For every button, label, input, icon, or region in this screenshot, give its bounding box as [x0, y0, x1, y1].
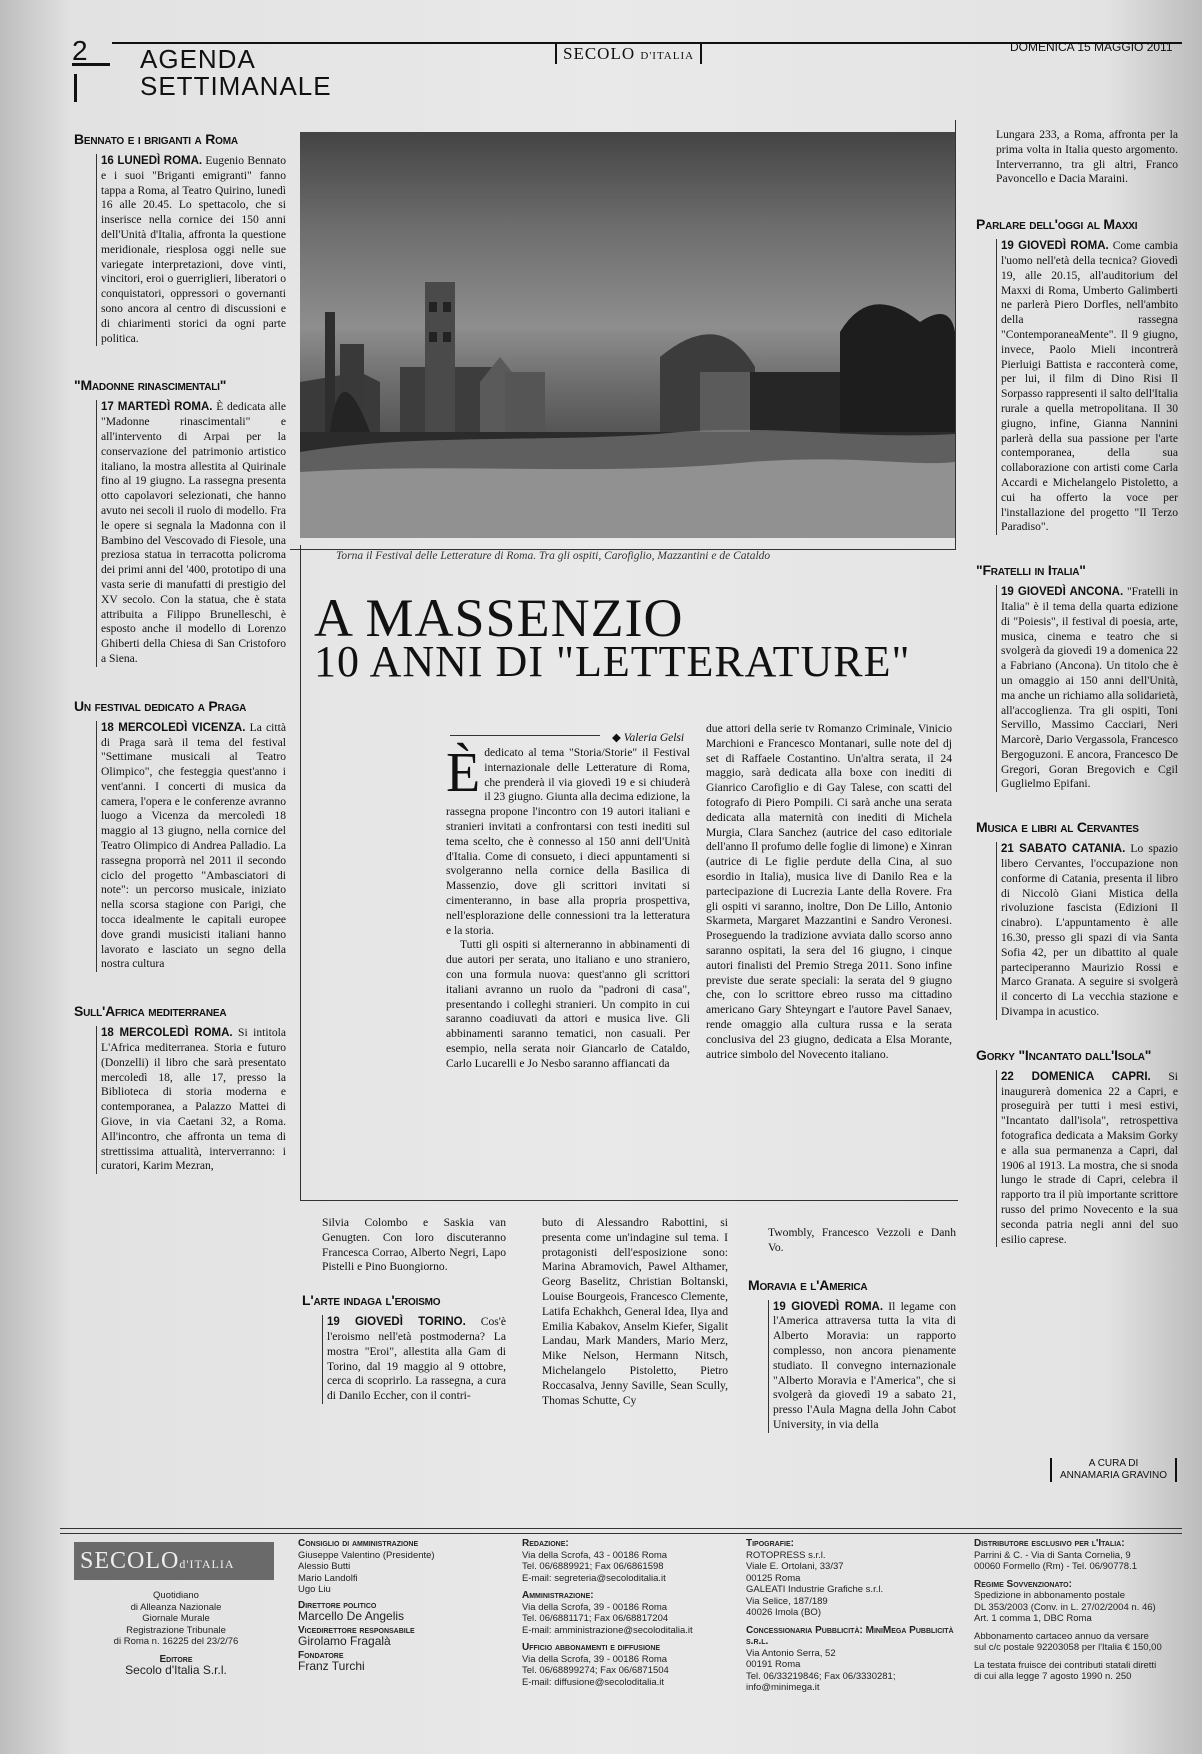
reg-line: Art. 1 comma 1, DBC Roma	[974, 1613, 1092, 1624]
red-line: Tel. 06/6889921; Fax 06/6861598	[522, 1561, 664, 1572]
footer-publisher-info	[86, 1590, 266, 1677]
masthead-small: D'ITALIA	[640, 50, 695, 62]
article-title: Sull'Africa mediterranea	[74, 1003, 227, 1020]
footer-distribution	[974, 1538, 1180, 1683]
cda-member: Mario Landolfi	[298, 1572, 358, 1584]
article-body	[768, 1300, 956, 1433]
article-lead: 22 DOMENICA CAPRI.	[1001, 1070, 1151, 1083]
article-title: Un festival dedicato a Praga	[74, 697, 247, 714]
fond: Franz Turchi	[298, 1659, 365, 1673]
masthead-name: SECOLO	[563, 44, 636, 63]
cda-label: Consiglio di amministrazione	[298, 1538, 419, 1549]
footer-logo	[74, 1542, 274, 1580]
main-article-paragraph: Tutti gli ospiti si alterneranno in abbinamenti di due autori per serata, uno italiano e uno straniero, con una formula nuova: quest'anno gli scrittori italiani avranno un ruolo da "padroni di casa", presentando i colleghi stranieri. Un compito in cui saranno coadiuvati da attori e musica live. Gli abbinamenti saranno tematici, non casuali. Per esempio, nella serata noir Giancarlo de Cataldo, Carlo Lucarelli e Jo Nesbo saranno affiancati da	[446, 938, 690, 1070]
byline-rule	[450, 735, 600, 736]
article-body	[996, 585, 1178, 792]
cda-member: Ugo Liu	[298, 1584, 331, 1595]
info-line: di Roma n. 16225 del 23/2/76	[113, 1636, 239, 1647]
red-label: Redazione:	[522, 1538, 569, 1549]
bottom-col3	[748, 1226, 956, 1433]
reg-line: DL 353/2003 (Conv. in L. 27/02/2004 n. 46)	[974, 1601, 1156, 1613]
article-lead: 21 SABATO CATANIA.	[1001, 843, 1126, 856]
tip-line: 00125 Roma	[746, 1572, 801, 1584]
reg-label: Regime Sovvenzionato:	[974, 1578, 1072, 1590]
article-title: Bennato e i briganti a Roma	[74, 131, 238, 147]
pub-label: Concessionaria Pubblicità: MiniMega Pubblicità s.r.l.	[746, 1624, 954, 1647]
article-title: Gorky "Incantato dall'Isola"	[976, 1046, 1152, 1063]
legge-line: La testata fruisce dei contributi statali diretti	[974, 1659, 1157, 1671]
article-body	[96, 721, 286, 973]
main-article-col2: due attori della serie tv Romanzo Criminale, Vinicio Marchioni e Francesco Montanari, sulle note del dj set di Raffaele Costantino. Un'altra serata, il 24 maggio, sarà dedicata alla boxe con inediti di Gianrico Carofiglio e di Gay Talese, con scatti del fotografo di Piero Pompili. Ci sarà anche una serata dedicata alla maternità con inediti di Michela Murgia, Clara Sanchez (autrice del caso editoriale dell'anno Il profumo delle foglie di limone) e Xinran (autrice di Le figlie perdute della Cina, al suo esordio in Italia), musica live di Danilo Rea e la partecipazione di Lucrezia Lante della Rovere. Fra gli ospiti vi saranno, inoltre, Don De Lillo, Antonio Skarmeta, Margaret Mazzantini e Sandro Veronesi. Proseguendo la tradizione avviata dallo scorso anno saranno ospitati, la sera del 16 giugno, i cinque autori finalisti del Premio Strega 2011. Sono infine previste due serate speciali: la serata del 9 giugno che, con lo scrittore ebreo russo ma cittadino americano Gary Shteyngart e l'autore Pavel Sanaev, rende omaggio alla cultura russa e la serata conclusiva del 23 giugno, dedicata a Elsa Morante, autrice simbolo del Novecento italiano.	[706, 722, 952, 1061]
article-body	[96, 400, 286, 666]
tip-line: 40026 Imola (BO)	[746, 1607, 821, 1618]
fond-label: Fondatore	[298, 1649, 344, 1661]
pub-line: 00191 Roma	[746, 1659, 801, 1670]
article-lead: 19 GIOVEDÌ ANCONA.	[1001, 586, 1124, 599]
africa-continuation: Silvia Colombo e Saskia van Genugten. Con loro discuteranno Francesca Corrao, Alberto Negri, Lapo Pistelli e Pino Buongiorno.	[322, 1216, 506, 1274]
article-text: Il legame con l'America attraversa tutta la vita di Alberto Moravia: un rapporto complesso, non ancora pienamente studiato. Il convegno internazionale "Alberto Moravia e l'America", che si svolgerà da giovedì 19 a sabato 21, presso l'Aula Magna della John Cabot University, in via della	[773, 1299, 956, 1431]
article-box-rule	[300, 1200, 958, 1201]
article-title: Musica e libri al Cervantes	[976, 819, 1139, 836]
cda-member: Giuseppe Valentino (Presidente)	[298, 1549, 435, 1561]
article-lead: 19 GIOVEDÌ TORINO.	[327, 1316, 466, 1329]
pub-line: Tel. 06/33219846; Fax 06/3330281;	[746, 1670, 896, 1682]
footer-logo-small: d'ITALIA	[179, 1557, 235, 1571]
vice-label: Vicedirettore responsabile	[298, 1624, 415, 1636]
tip-label: Tipografie:	[746, 1538, 794, 1549]
uff-label: Ufficio abbonamenti e diffusione	[522, 1642, 661, 1653]
tip-line: ROTOPRESS s.r.l.	[746, 1549, 826, 1561]
footer-rule	[60, 1533, 1182, 1534]
article-title: "Madonne rinascimentali"	[74, 377, 227, 394]
article-lead: 19 GIOVEDÌ ROMA.	[1001, 240, 1109, 253]
article-lead: 18 MERCOLEDÌ ROMA.	[101, 1027, 233, 1040]
article-text: Si inaugurerà domenica 22 a Capri, e proseguirà per tutti i mesi estivi, "Incantato dall'isola", retrospettiva fotografica dedicata a Maksim Gorky e alla sua permanenza a Capri, dal 1906 al 1913. La mostra, che si snoda lungo le strade di Capri, celebra il rapporto tra il più importante scrittore russo del primo Novecento e la sua seconda patria negli anni del suo esilio caprese.	[1001, 1069, 1178, 1246]
cda-member: Alessio Butti	[298, 1561, 351, 1572]
masthead	[555, 44, 702, 64]
dist-label: Distributore esclusivo per l'Italia:	[974, 1538, 1125, 1549]
bottom-col2: buto di Alessandro Rabottini, si presenta come un'indagine sul tema. I protagonisti dell'esposizione sono: Marina Abramovich, Pawel Althamer, Georg Baselitz, Christian Boltanski, Louise Bourgeois, Francesco Clemente, Latifa Echakhch, General Idea, Ilya and Emilia Kabakov, Anselm Kiefer, Sigalit Landau, Mark Manders, Mario Merz, Mike Nelson, Hermann Nitsch, Michelangelo Pistoletto, Pietro Roccasalva, Jenny Saville, Sean Scully, Thomas Schutte, Cy	[542, 1216, 728, 1407]
article-body	[96, 1026, 286, 1174]
tip-line: Viale E. Ortolani, 33/37	[746, 1561, 844, 1572]
article-text: Come cambia l'uomo nell'età della tecnica? Giovedì 19, alle 20.15, all'auditorium del Maxxi di Roma, Umberto Galimberti ne parlerà Piero Dorfles, nell'ambito della rassegna "ContemporaneaMente". Il 9 giugno, invece, Paolo Mieli incontrerà Pierluigi Battista e racconterà come, per lui, il film di Dino Risi Il Sorpasso rappresenti il salto dell'Italia rurale a quella metropolitana. Il 30 giugno, infine, Gianna Nannini parlerà della sua passione per l'arte contemporanea, della sua collaborazione con artisti come Carla Accardi e Michelangelo Pistoletto, a cui ha offerto la voce per l'installazione del progetto "Il Terzo Paradiso".	[1001, 239, 1178, 534]
legge-line: di cui alla legge 7 agosto 1990 n. 250	[974, 1671, 1132, 1682]
red-line: E-mail: segreteria@secoloditalia.it	[522, 1572, 666, 1584]
main-subheadline: 10 ANNI DI "LETTERATURE"	[314, 637, 911, 686]
byline: ◆ Valeria Gelsi	[612, 732, 685, 744]
dist-line: Parrini & C. - Via di Santa Cornelia, 9	[974, 1549, 1131, 1561]
article-text: La città di Praga sarà il tema del festival "Settimane musicali al Teatro Olimpico", che festeggia quest'anno i vent'anni. I concerti di musica da camera, l'opera e le conferenze avranno luogo a Vicenza da mercoledì 18 maggio al 13 giugno, nella cornice del Teatro Olimpico di Andrea Palladio. La rassegna proporrà nel 2011 il secondo ciclo del progetto "Ambasciatori di note": un percorso musicale, iniziato nella scorsa stagione con Parigi, che tocca idealmente le capitali europee dove grandi musicisti italiani hanno lavorato e lasciato un segno della nostra cultura	[101, 720, 286, 971]
right-column	[976, 128, 1178, 1247]
issue-date: DOMENICA 15 MAGGIO 2011	[1010, 40, 1173, 54]
article-text: Lo spazio libero Cervantes, l'occupazione non conforme di Catania, presenta il libro di Niccolò Giani Mistica della rivoluzione fascista (Edizioni Il cinabro). L'appuntamento è alle 16.30, presso gli spazi di via Santa Sofia 42, per un dibattito al quale parteciperanno Maurizio Rossi e Marco Granata. A seguire si svolgerà il concerto di La vecchia stazione e Divampa in acustico.	[1001, 842, 1178, 1019]
reg-line: Spedizione in abbonamento postale	[974, 1590, 1126, 1601]
page-number: 2	[72, 36, 110, 66]
uff-line: Via della Scrofa, 39 - 00186 Roma	[522, 1653, 668, 1665]
abb-line: sul c/c postale 92203058 per l'Italia € 150,00	[974, 1642, 1162, 1653]
info-line: di Alleanza Nazionale	[130, 1601, 222, 1613]
article-text: Cos'è l'eroismo nell'età postmoderna? La mostra "Eroi", allestita alla Gam di Torino, dal 19 maggio al 9 ottobre, cerca di scoprirlo. La rassegna, a cura di Danilo Eccher, con il contri-	[327, 1315, 506, 1403]
footer-board	[298, 1538, 518, 1673]
curator-name: ANNAMARIA GRAVINO	[1060, 1470, 1168, 1481]
dir: Marcello De Angelis	[298, 1609, 405, 1623]
info-line: Registrazione Tribunale	[126, 1624, 226, 1636]
article-lead: 18 MERCOLEDÌ VICENZA.	[101, 721, 246, 734]
moravia-continuation: Lungara 233, a Roma, affronta per la prima volta in Italia questo argomento. Interverranno, tra gli altri, Franco Pavoncello e Dacia Maraini.	[996, 128, 1178, 186]
amm-line: E-mail: amministrazione@secoloditalia.it	[522, 1624, 693, 1636]
info-line: Quotidiano	[153, 1590, 199, 1601]
curator-label: A CURA DI	[1088, 1458, 1139, 1469]
main-article-text: dedicato al tema "Storia/Storie" il Festival internazionale delle Letterature di Roma, che prenderà il via giovedì 19 e si chiuderà il 23 giugno. Giunta alla decima edizione, la rassegna propone l'incontro con 19 autori italiani e stranieri invitati a confrontarsi con testi inediti sul tema scelto, che è connesso al 150 anni dell'Unità d'Italia. Come di consueto, i dieci appuntamenti si svolgeranno nella cornice della Basilica di Massenzio, dove gli scrittori invitati si cimenteranno, in base alla propria prospettiva, nell'esplorazione delle connessioni tra la letteratura e la storia.	[446, 746, 690, 937]
article-title: L'arte indaga l'eroismo	[302, 1292, 441, 1309]
abb-line: Abbonamento cartaceo annuo da versare	[974, 1630, 1149, 1642]
footer-rule	[60, 1528, 1182, 1529]
vice: Girolamo Fragalà	[298, 1634, 391, 1648]
amm-label: Amministrazione:	[522, 1590, 594, 1601]
dir-label: Direttore politico	[298, 1599, 377, 1611]
section-title-line2: SETTIMANALE	[140, 71, 332, 101]
article-title: "Fratelli in Italia"	[976, 562, 1086, 579]
article-title: Parlare dell'oggi al Maxxi	[976, 216, 1138, 233]
article-body	[996, 1070, 1178, 1248]
arte-continuation: Twombly, Francesco Vezzoli e Danh Vo.	[768, 1226, 956, 1254]
footer-contacts	[522, 1538, 742, 1688]
drop-cap: È	[446, 742, 481, 804]
main-headline: A MASSENZIO	[314, 588, 684, 648]
curator-credit	[1050, 1458, 1177, 1482]
left-column	[74, 130, 286, 1174]
uff-line: Tel. 06/68899274; Fax 06/6871504	[522, 1665, 669, 1676]
footer-printers	[746, 1538, 966, 1694]
article-body	[322, 1315, 506, 1404]
article-text: "Fratelli in Italia" è il tema della quarta edizione di "Poiesis", il festival di poesia, arte, musica, cinema e teatro che si svolgerà da giovedì 19 a domenica 22 a Fabriano (Ancona). Un titolo che è un omaggio ai 150 anni dell'Unità, ma anche un richiamo alla solidarietà, all'accoglienza. Tra gli ospiti, Toni Servillo, Massimo Cacciari, Neri Marcorè, Dario Vergassola, Francesco Bergoguzoni. E ancora, Francesco De Gregori, Goran Bregovich e Cgil Guglielmo Epifani.	[1001, 585, 1178, 791]
section-title-line1: AGENDA	[140, 44, 256, 74]
article-text: Eugenio Bennato e i suoi "Briganti emigranti" fanno tappa a Roma, al Teatro Quirino, lunedì 16 alle 20.45. Lo spettacolo, che si inserisce nella cornice dei 150 anni dell'Unità d'Italia, affronta la questione meridionale, riesplosa oggi nelle sue variegate interpretazioni, dove vinti, vincitori, eroi o guerriglieri, liberatori o conquistatori, oppressori o governanti sono ancora al centro di discussioni e di chiarimenti storici da ogni parte politica.	[101, 154, 286, 345]
article-body	[996, 842, 1178, 1020]
festival-photo	[300, 132, 955, 538]
byline-author: Valeria Gelsi	[623, 732, 685, 744]
article-text: È dedicata alle "Madonne rinascimentali" e all'intervento di Arpai per la conservazione del patrimonio artistico italiano, la mostra allestita al Quirinale fino al 19 giugno. La rassegna presenta otto capolavori selezionati, che hanno avuto nei secoli il ruolo di modello. Fra le opere si segnala la Madonna con il Bambino del Vescovado di Fiesole, una preziosa statua in terracotta policroma dei primi anni del '400, prototipo di una vasta serie di manufatti di prestigio del XV secolo. Con la statua, che è stata attribuita a Filippo Brunelleschi, è esposto anche il modello di Lorenzo Ghiberti della Chiesa di San Cristoforo a Siena.	[101, 400, 287, 665]
uff-line: E-mail: diffusione@secoloditalia.it	[522, 1676, 665, 1688]
amm-line: Tel. 06/6881171; Fax 06/68817204	[522, 1613, 669, 1624]
article-title: Moravia e l'America	[748, 1276, 868, 1293]
info-line: Giornale Murale	[142, 1613, 210, 1624]
photo-caption: Torna il Festival delle Letterature di Roma. Tra gli ospiti, Carofiglio, Mazzantini e de Cataldo	[336, 550, 771, 562]
bottom-col1	[302, 1216, 506, 1404]
red-line: Via della Scrofa, 43 - 00186 Roma	[522, 1549, 668, 1561]
editore-label: Editore	[159, 1653, 193, 1665]
section-title	[140, 46, 332, 100]
amm-line: Via della Scrofa, 39 - 00186 Roma	[522, 1601, 668, 1613]
article-lead: 16 LUNEDÌ ROMA.	[101, 155, 203, 167]
footer-logo-name: SECOLO	[80, 1548, 180, 1574]
article-body	[996, 239, 1178, 535]
article-body	[96, 154, 286, 346]
article-lead: 19 GIOVEDÌ ROMA.	[773, 1300, 884, 1313]
tip-line: Via Selice, 187/189	[746, 1595, 828, 1607]
pub-line: Via Antonio Serra, 52	[746, 1647, 836, 1659]
basilica-crowd-image	[300, 132, 955, 538]
main-article-col1	[446, 742, 690, 1072]
editore: Secolo d'Italia S.r.l.	[125, 1663, 227, 1677]
article-lead: 17 MARTEDÌ ROMA.	[101, 401, 213, 414]
tip-line: GALEATI Industrie Grafiche s.r.l.	[746, 1584, 884, 1595]
article-text: Si intitola L'Africa mediterranea. Storia e futuro (Donzelli) il libro che sarà presentato mercoledì 18, alle 17, presso la Biblioteca di storia moderna e contemporanea, a Palazzo Mattei di Giove, in via Caetani 32, a Roma. All'incontro, che affronta un tema di strettissima attualità, interverranno: i curatori, Karim Mezran,	[101, 1026, 286, 1173]
pub-line: info@minimega.it	[746, 1682, 820, 1693]
dist-line: 00060 Formello (Rm) - Tel. 06/90778.1	[974, 1561, 1137, 1572]
article-box-left	[300, 545, 301, 1201]
